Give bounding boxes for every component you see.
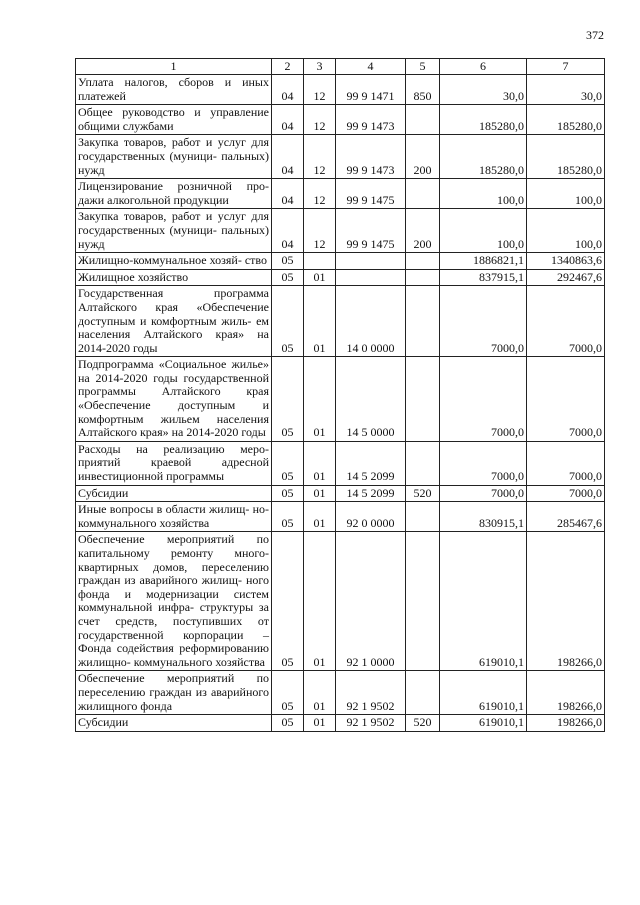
- target-article-code: 92 1 9502: [336, 715, 406, 732]
- section-code: 05: [272, 532, 304, 671]
- amount-year-2: 285467,6: [527, 502, 605, 532]
- table-row: [76, 532, 605, 671]
- amount-year-2: 185280,0: [527, 135, 605, 179]
- expense-type-code: 200: [406, 209, 440, 253]
- item-name: Жилищно-коммунальное хозяй- ство: [76, 253, 272, 270]
- item-name: Государственная программа Алтайского края «Обеспечение доступным и комфортным жиль- ем населения Алтайского края» на 2014-2020 годы: [76, 286, 272, 357]
- item-name: Иные вопросы в области жилищ- но-коммунального хозяйства: [76, 502, 272, 532]
- budget-table: [75, 58, 605, 732]
- expense-type-code: [406, 269, 440, 286]
- table-row: [76, 357, 605, 442]
- target-article-code: 99 9 1471: [336, 75, 406, 105]
- target-article-code: 14 5 2099: [336, 485, 406, 502]
- section-code: 05: [272, 441, 304, 485]
- amount-year-2: 30,0: [527, 75, 605, 105]
- page-number: 372: [586, 28, 604, 42]
- subsection-code: 01: [304, 441, 336, 485]
- expense-type-code: [406, 671, 440, 715]
- amount-year-2: 7000,0: [527, 485, 605, 502]
- expense-type-code: [406, 441, 440, 485]
- section-code: 05: [272, 286, 304, 357]
- item-name: Обеспечение мероприятий по переселению граждан из аварийного жилищного фонда: [76, 671, 272, 715]
- expense-type-code: [406, 502, 440, 532]
- amount-year-2: 185280,0: [527, 105, 605, 135]
- table-row: [76, 75, 605, 105]
- target-article-code: [336, 253, 406, 270]
- table-row: [76, 179, 605, 209]
- column-header: 5: [406, 59, 440, 75]
- amount-year-1: 830915,1: [440, 502, 527, 532]
- table-body: [76, 75, 605, 732]
- item-name: Общее руководство и управление общими службами: [76, 105, 272, 135]
- expense-type-code: 200: [406, 135, 440, 179]
- item-name: Закупка товаров, работ и услуг для государственных (муници- пальных) нужд: [76, 135, 272, 179]
- target-article-code: 14 5 2099: [336, 441, 406, 485]
- table-row: [76, 253, 605, 270]
- amount-year-1: 837915,1: [440, 269, 527, 286]
- subsection-code: 12: [304, 135, 336, 179]
- expense-type-code: 850: [406, 75, 440, 105]
- section-code: 05: [272, 715, 304, 732]
- target-article-code: 99 9 1475: [336, 209, 406, 253]
- section-code: 04: [272, 75, 304, 105]
- amount-year-1: 100,0: [440, 209, 527, 253]
- item-name: Расходы на реализацию меро- приятий краевой адресной инвестиционной программы: [76, 441, 272, 485]
- amount-year-2: 100,0: [527, 179, 605, 209]
- amount-year-1: 7000,0: [440, 485, 527, 502]
- column-header: 1: [76, 59, 272, 75]
- table-row: [76, 715, 605, 732]
- expense-type-code: [406, 105, 440, 135]
- target-article-code: 14 0 0000: [336, 286, 406, 357]
- subsection-code: 12: [304, 105, 336, 135]
- table-row: [76, 671, 605, 715]
- column-header: 2: [272, 59, 304, 75]
- item-name: Уплата налогов, сборов и иных платежей: [76, 75, 272, 105]
- table-row: [76, 105, 605, 135]
- target-article-code: [336, 269, 406, 286]
- target-article-code: 99 9 1473: [336, 105, 406, 135]
- expense-type-code: [406, 253, 440, 270]
- section-code: 04: [272, 179, 304, 209]
- column-header: 4: [336, 59, 406, 75]
- amount-year-2: 198266,0: [527, 715, 605, 732]
- item-name: Закупка товаров, работ и услуг для государственных (муници- пальных) нужд: [76, 209, 272, 253]
- item-name: Субсидии: [76, 715, 272, 732]
- table-header-row: [76, 59, 605, 75]
- section-code: 04: [272, 135, 304, 179]
- amount-year-2: 100,0: [527, 209, 605, 253]
- target-article-code: 92 1 0000: [336, 532, 406, 671]
- section-code: 05: [272, 253, 304, 270]
- amount-year-1: 7000,0: [440, 441, 527, 485]
- expense-type-code: [406, 179, 440, 209]
- amount-year-1: 185280,0: [440, 135, 527, 179]
- column-header: 3: [304, 59, 336, 75]
- section-code: 05: [272, 502, 304, 532]
- target-article-code: 92 0 0000: [336, 502, 406, 532]
- table-row: [76, 441, 605, 485]
- section-code: 04: [272, 209, 304, 253]
- expense-type-code: [406, 532, 440, 671]
- amount-year-1: 185280,0: [440, 105, 527, 135]
- amount-year-1: 100,0: [440, 179, 527, 209]
- subsection-code: 01: [304, 269, 336, 286]
- subsection-code: 01: [304, 671, 336, 715]
- table-row: [76, 286, 605, 357]
- subsection-code: 01: [304, 485, 336, 502]
- subsection-code: 12: [304, 209, 336, 253]
- section-code: 05: [272, 671, 304, 715]
- column-header: 7: [527, 59, 605, 75]
- target-article-code: 92 1 9502: [336, 671, 406, 715]
- amount-year-1: 30,0: [440, 75, 527, 105]
- subsection-code: 01: [304, 502, 336, 532]
- subsection-code: [304, 253, 336, 270]
- expense-type-code: 520: [406, 715, 440, 732]
- amount-year-2: 198266,0: [527, 671, 605, 715]
- target-article-code: 99 9 1475: [336, 179, 406, 209]
- subsection-code: 01: [304, 532, 336, 671]
- amount-year-1: 619010,1: [440, 715, 527, 732]
- subsection-code: 01: [304, 286, 336, 357]
- amount-year-2: 292467,6: [527, 269, 605, 286]
- target-article-code: 14 5 0000: [336, 357, 406, 442]
- item-name: Субсидии: [76, 485, 272, 502]
- table-row: [76, 502, 605, 532]
- table-row: [76, 135, 605, 179]
- item-name: Обеспечение мероприятий по капитальному ремонту много- квартирных домов, переселению граждан из аварийного жилищ- ного фонда и модернизации систем коммунальной инфра- структуры за счет средств, поступивших от государственной корпорации – Фонда содействия реформированию жилищно- коммунального хозяйства: [76, 532, 272, 671]
- subsection-code: 01: [304, 715, 336, 732]
- item-name: Подпрограмма «Социальное жилье» на 2014-2020 годы государственной программы Алтайского края «Обеспечение доступным и комфортным жильем населения Алтайского края» на 2014-2020 годы: [76, 357, 272, 442]
- subsection-code: 12: [304, 179, 336, 209]
- amount-year-1: 7000,0: [440, 286, 527, 357]
- section-code: 05: [272, 485, 304, 502]
- column-header: 6: [440, 59, 527, 75]
- amount-year-2: 7000,0: [527, 441, 605, 485]
- item-name: Лицензирование розничной про- дажи алкогольной продукции: [76, 179, 272, 209]
- subsection-code: 12: [304, 75, 336, 105]
- section-code: 05: [272, 357, 304, 442]
- expense-type-code: 520: [406, 485, 440, 502]
- target-article-code: 99 9 1473: [336, 135, 406, 179]
- amount-year-1: 619010,1: [440, 532, 527, 671]
- amount-year-2: 1340863,6: [527, 253, 605, 270]
- section-code: 05: [272, 269, 304, 286]
- amount-year-2: 7000,0: [527, 286, 605, 357]
- table-row: [76, 485, 605, 502]
- amount-year-2: 7000,0: [527, 357, 605, 442]
- table-row: [76, 269, 605, 286]
- section-code: 04: [272, 105, 304, 135]
- item-name: Жилищное хозяйство: [76, 269, 272, 286]
- expense-type-code: [406, 286, 440, 357]
- subsection-code: 01: [304, 357, 336, 442]
- amount-year-1: 1886821,1: [440, 253, 527, 270]
- amount-year-1: 619010,1: [440, 671, 527, 715]
- amount-year-1: 7000,0: [440, 357, 527, 442]
- table-row: [76, 209, 605, 253]
- expense-type-code: [406, 357, 440, 442]
- amount-year-2: 198266,0: [527, 532, 605, 671]
